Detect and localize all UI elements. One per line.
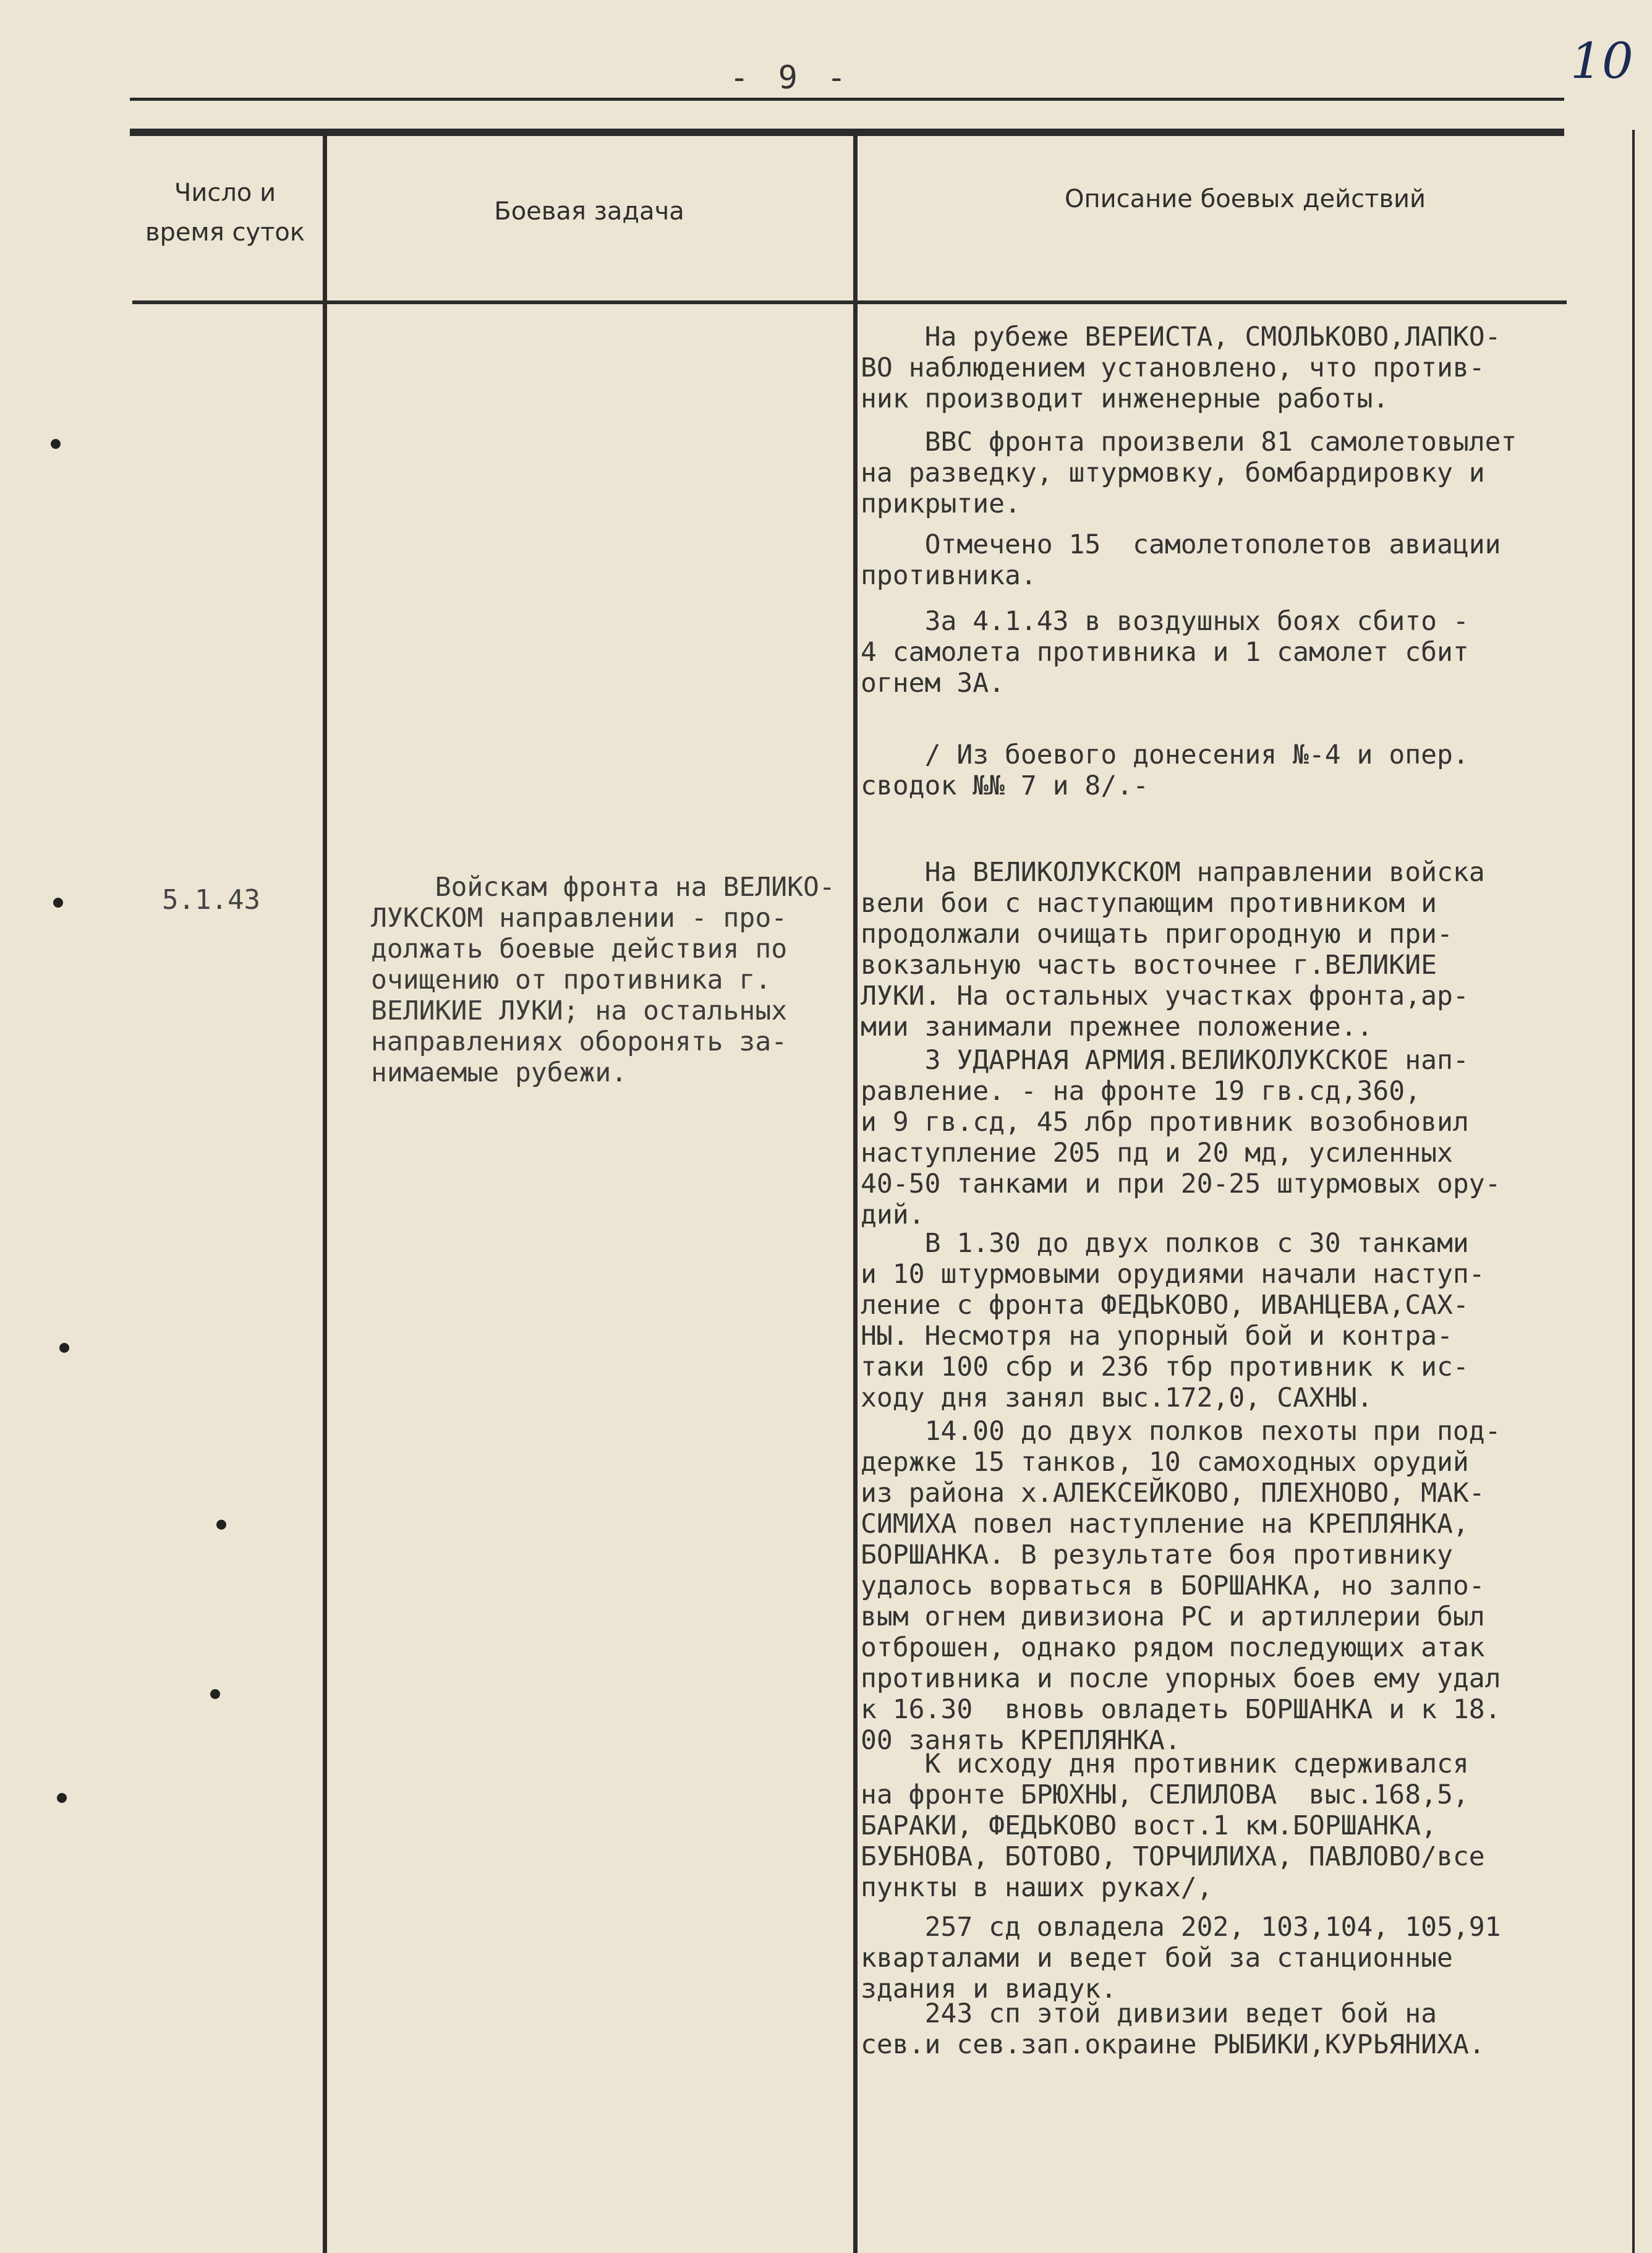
punch-hole (216, 1520, 226, 1530)
header-date-time: Число и время суток (145, 179, 305, 247)
archive-page-number: 10 (1570, 32, 1633, 90)
description-paragraph: / Из боевого донесения №-4 и опер. сводок №№ 7 и 8/.- (861, 739, 1469, 801)
description-paragraph: На ВЕЛИКОЛУКСКОМ направлении войска вели бои с наступающим противником и продолжали очищать пригородную и при- вокзальную часть восточнее г.ВЕЛИКИЕ ЛУКИ. На остальных участках фронта,ар- мии занимали прежнее положение.. (861, 857, 1485, 1042)
header-combat-task: Боевая задача (494, 197, 684, 226)
punch-hole (210, 1689, 220, 1699)
top-rule-thick (130, 129, 1564, 136)
description-paragraph: 14.00 до двух полков пехоты при под- держке 15 танков, 10 самоходных орудий из района х.АЛЕКСЕЙКОВО, ПЛЕХНОВО, МАК- СИМИХА повел наступление на КРЕПЛЯНКА, БОРШАНКА. В результате боя противнику удалось ворваться в БОРШАНКА, но залпо- вым огнем дивизиона РС и артиллерии был отброшен, однако рядом последующих атак противника и после упорных боев ему удал к 16.30 вновь овладеть БОРШАНКА и к 18. 00 занять КРЕПЛЯНКА. (861, 1416, 1501, 1756)
description-paragraph: Отмечено 15 самолетополетов авиации противника. (861, 529, 1501, 591)
header-bottom-rule (132, 300, 1567, 304)
description-paragraph: К исходу дня противник сдерживался на фронте БРЮХНЫ, СЕЛИЛОВА выс.168,5, БАРАКИ, ФЕДЬКОВО вост.1 км.БОРШАНКА, БУБНОВА, БОТОВО, ТОРЧИЛИХА, ПАВЛОВО/все пункты в наших руках/, (861, 1748, 1485, 1903)
punch-hole (53, 898, 63, 908)
description-paragraph: В 1.30 до двух полков с 30 танками и 10 штурмовыми орудиями начали наступ- ление с фронта ФЕДЬКОВО, ИВАНЦЕВА,САХ- НЫ. Несмотря на упорный бой и контра- таки 100 сбр и 236 тбр противник к ис- ходу дня занял выс.172,0, САХНЫ. (861, 1228, 1485, 1413)
top-rule-thin (130, 98, 1564, 101)
column-divider-1 (323, 130, 327, 2253)
description-paragraph: 243 сп этой дивизии ведет бой на сев.и сев.зап.окраине РЫБИКИ,КУРЬЯНИХА. (861, 1998, 1485, 2060)
entry-date: 5.1.43 (162, 884, 260, 916)
punch-hole (51, 439, 61, 449)
combat-task-text: Войскам фронта на ВЕЛИКО- ЛУКСКОМ направлении - про- должать боевые действия по очищению от противника г. ВЕЛИКИЕ ЛУКИ; на остальных направлениях оборонять за- нимаемые рубежи. (371, 872, 835, 1088)
description-paragraph: За 4.1.43 в воздушных боях сбито - 4 самолета противника и 1 самолет сбит огнем ЗА. (861, 606, 1469, 699)
description-paragraph: 3 УДАРНАЯ АРМИЯ.ВЕЛИКОЛУКСКОЕ нап- равление. - на фронте 19 гв.сд,360, и 9 гв.сд, 45 лбр противник возобновил наступление 205 пд и 20 мд, усиленных 40-50 танками и при 20-25 штурмовых ору- дий. (861, 1045, 1501, 1230)
description-paragraph: 257 сд овладела 202, 103,104, 105,91 кварталами и ведет бой за станционные здания и виадук. (861, 1912, 1501, 2004)
description-paragraph: ВВС фронта произвели 81 самолетовылет на разведку, штурмовку, бомбардировку и прикрытие. (861, 427, 1517, 519)
header-description: Описание боевых действий (1064, 185, 1426, 213)
page-number: - 9 - (730, 59, 851, 96)
punch-hole (57, 1793, 67, 1803)
punch-hole (59, 1343, 69, 1353)
description-paragraph: На рубеже ВЕРЕИСТА, СМОЛЬКОВО,ЛАПКО- ВО наблюдением установлено, что против- ник производит инженерные работы. (861, 322, 1501, 414)
column-divider-2 (853, 130, 858, 2253)
